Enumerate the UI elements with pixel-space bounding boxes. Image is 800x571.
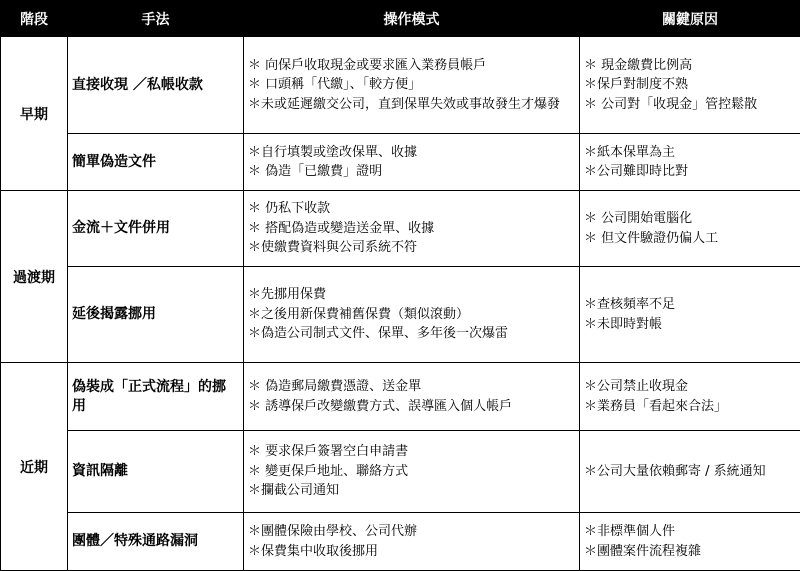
- mode-line: ＊之後用新保費補舊保費（類似滾動）: [248, 305, 575, 325]
- table-row: [1, 363, 800, 431]
- mode-line: ＊ 向保戶收取現金或要求匯入業務員帳戶: [248, 56, 575, 76]
- header-stage: 階段: [1, 1, 68, 37]
- table-row: [1, 513, 800, 571]
- mode-line: ＊ 要求保戶簽署空白申請書: [248, 442, 575, 462]
- table-row: [1, 431, 800, 513]
- mode-cell: [244, 267, 580, 363]
- cause-line: ＊公司難即時比對: [584, 162, 796, 182]
- method-cell: 延後揭露挪用: [68, 267, 244, 363]
- method-cell: 團體／特殊通路漏洞: [68, 513, 244, 571]
- mode-cell: [244, 363, 580, 431]
- header-mode: 操作模式: [244, 1, 580, 37]
- cause-line: ＊ 公司對「收現金」管控鬆散: [584, 95, 796, 115]
- cause-cell: [580, 267, 800, 363]
- cause-cell: [580, 431, 800, 513]
- method-cell: 資訊隔離: [68, 431, 244, 513]
- mode-line: ＊ 偽造「已繳費」證明: [248, 162, 575, 182]
- stage-cell-early: 早期: [1, 37, 68, 191]
- cause-line: ＊ 公司開始電腦化: [584, 209, 796, 229]
- cause-line: ＊業務員「看起來合法」: [584, 397, 796, 417]
- mode-line: ＊團體保險由學校、公司代辦: [248, 522, 575, 542]
- mode-line: ＊偽造公司制式文件、保單、多年後一次爆雷: [248, 324, 575, 344]
- cause-line: ＊ 現金繳費比例高: [584, 56, 796, 76]
- cause-line: ＊公司大量依賴郵寄 / 系統通知: [584, 462, 796, 482]
- table-row: [1, 134, 800, 191]
- table-row: [1, 267, 800, 363]
- cause-line: ＊非標準個人件: [584, 522, 796, 542]
- cause-line: ＊ 但文件驗證仍偏人工: [584, 229, 796, 249]
- cause-line: ＊未即時對帳: [584, 315, 796, 335]
- mode-line: ＊ 口頭稱「代繳」、「較方便」: [248, 75, 575, 95]
- mode-line: ＊ 誘導保戶改變繳費方式、誤導匯入個人帳戶: [248, 397, 575, 417]
- mode-cell: [244, 431, 580, 513]
- mode-line: ＊使繳費資料與公司系統不符: [248, 238, 575, 258]
- mode-cell: [244, 191, 580, 267]
- mode-cell: [244, 37, 580, 134]
- mode-line: ＊ 變更保戶地址、聯絡方式: [248, 462, 575, 482]
- mode-line: ＊ 偽造郵局繳費憑證、送金單: [248, 377, 575, 397]
- header-row: [1, 1, 800, 37]
- header-method: 手法: [68, 1, 244, 37]
- mode-line: ＊攔截公司通知: [248, 481, 575, 501]
- mode-line: ＊自行填製或塗改保單、收據: [248, 143, 575, 163]
- cause-cell: [580, 191, 800, 267]
- cause-line: ＊團體案件流程複雜: [584, 542, 796, 562]
- mode-line: ＊ 仍私下收款: [248, 199, 575, 219]
- table-row: [1, 191, 800, 267]
- cause-cell: [580, 363, 800, 431]
- stage-cell-transition: 過渡期: [1, 191, 68, 363]
- mode-cell: [244, 513, 580, 571]
- cause-cell: [580, 37, 800, 134]
- table-row: [1, 37, 800, 134]
- cause-line: ＊保戶對制度不熟: [584, 75, 796, 95]
- cause-cell: [580, 134, 800, 191]
- cause-cell: [580, 513, 800, 571]
- method-cell: 金流＋文件併用: [68, 191, 244, 267]
- header-cause: 關鍵原因: [580, 1, 800, 37]
- method-cell: 直接收現 ／私帳收款: [68, 37, 244, 134]
- mode-line: ＊未或延遲繳交公司，直到保單失效或事故發生才爆發: [248, 95, 575, 115]
- method-cell: 偽裝成「正式流程」的挪用: [68, 363, 244, 431]
- stage-cell-recent: 近期: [1, 363, 68, 571]
- cause-line: ＊紙本保單為主: [584, 143, 796, 163]
- mode-line: ＊保費集中收取後挪用: [248, 542, 575, 562]
- mode-cell: [244, 134, 580, 191]
- mode-line: ＊ 搭配偽造或變造送金單、收據: [248, 219, 575, 239]
- cause-line: ＊公司禁止收現金: [584, 377, 796, 397]
- cause-line: ＊查核頻率不足: [584, 295, 796, 315]
- method-cell: 簡單偽造文件: [68, 134, 244, 191]
- mode-line: ＊先挪用保費: [248, 285, 575, 305]
